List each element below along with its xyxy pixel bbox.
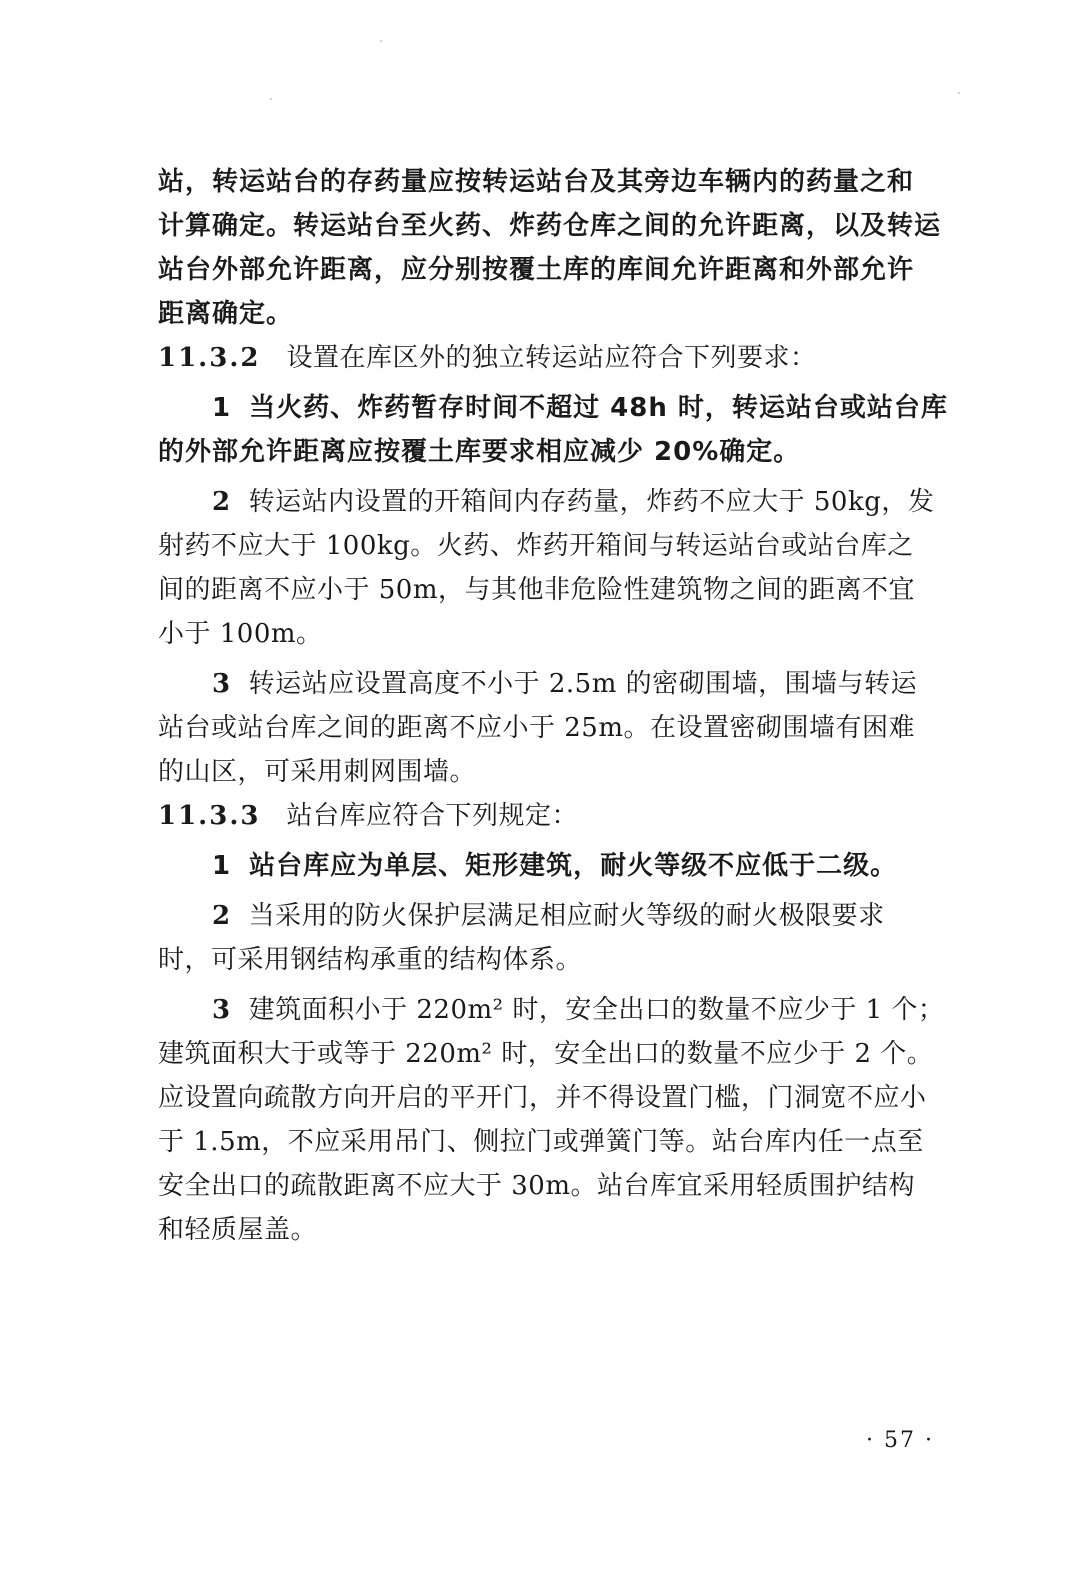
item-text: 小于 100m。 xyxy=(158,619,323,649)
scan-speck xyxy=(270,98,272,100)
section-title: 设置在库区外的独立转运站应符合下列要求： xyxy=(286,343,817,373)
item-number: 3 xyxy=(212,995,231,1025)
page-number: · 57 · xyxy=(866,1428,934,1453)
item-text: 的山区，可采用刺网围墙。 xyxy=(158,757,477,787)
item-text: 当采用的防火保护层满足相应耐火等级的耐火极限要求 xyxy=(248,901,885,931)
item-text: 间的距离不应小于 50m，与其他非危险性建筑物之间的距离不宜 xyxy=(158,575,916,605)
item-text: 建筑面积小于 220m² 时，安全出口的数量不应少于 1 个； xyxy=(248,995,945,1025)
list-item xyxy=(158,844,964,888)
section-number: 11.3.3 xyxy=(158,801,261,831)
item-number: 1 xyxy=(212,851,232,881)
item-text: 应设置向疏散方向开启的平开门，并不得设置门槛，门洞宽不应小 xyxy=(158,1083,927,1113)
list-item xyxy=(158,662,964,794)
item-text: 时，可采用钢结构承重的结构体系。 xyxy=(158,945,583,975)
body-text xyxy=(158,160,964,1252)
item-text: 和轻质屋盖。 xyxy=(158,1215,318,1245)
item-number: 2 xyxy=(212,901,231,931)
item-text: 建筑面积大于或等于 220m² 时，安全出口的数量不应少于 2 个。 xyxy=(158,1039,934,1069)
item-text: 转运站应设置高度不小于 2.5m 的密砌围墙，围墙与转运 xyxy=(248,669,918,699)
section-title: 站台库应符合下列规定： xyxy=(286,801,578,831)
section-number: 11.3.2 xyxy=(158,343,261,373)
list-item xyxy=(158,386,964,474)
section-heading-11-3-2 xyxy=(158,336,964,380)
item-text: 站台或站台库之间的距离不应小于 25m。在设置密砌围墙有困难 xyxy=(158,713,916,743)
paragraph-line: 距离确定。 xyxy=(158,299,294,329)
item-number: 1 xyxy=(212,393,232,423)
item-text: 安全出口的疏散距离不应大于 30m。站台库宜采用轻质围护结构 xyxy=(158,1171,916,1201)
section-heading-11-3-3 xyxy=(158,794,964,838)
list-item xyxy=(158,894,964,982)
list-item xyxy=(158,480,964,656)
item-text: 于 1.5m，不应采用吊门、侧拉门或弹簧门等。站台库内任一点至 xyxy=(158,1127,924,1157)
paragraph-line: 计算确定。转运站台至火药、炸药仓库之间的允许距离，以及转运 xyxy=(158,211,942,241)
item-text: 站台库应为单层、矩形建筑，耐火等级不应低于二级。 xyxy=(249,851,898,881)
paragraph-line: 站，转运站台的存药量应按转运站台及其旁边车辆内的药量之和 xyxy=(158,167,915,197)
scan-speck xyxy=(380,40,382,42)
list-item xyxy=(158,988,964,1252)
item-text: 射药不应大于 100kg。火药、炸药开箱间与转运站台或站台库之 xyxy=(158,531,914,561)
item-text: 转运站内设置的开箱间内存药量，炸药不应大于 50kg，发 xyxy=(248,487,935,517)
item-number: 2 xyxy=(212,487,231,517)
paragraph-line: 站台外部允许距离，应分别按覆土库的库间允许距离和外部允许 xyxy=(158,255,915,285)
scan-speck xyxy=(958,92,960,94)
item-number: 3 xyxy=(212,669,231,699)
item-text: 当火药、炸药暂存时间不超过 48h 时，转运站台或站台库 xyxy=(249,393,948,423)
item-text: 的外部允许距离应按覆土库要求相应减少 20%确定。 xyxy=(158,437,801,467)
